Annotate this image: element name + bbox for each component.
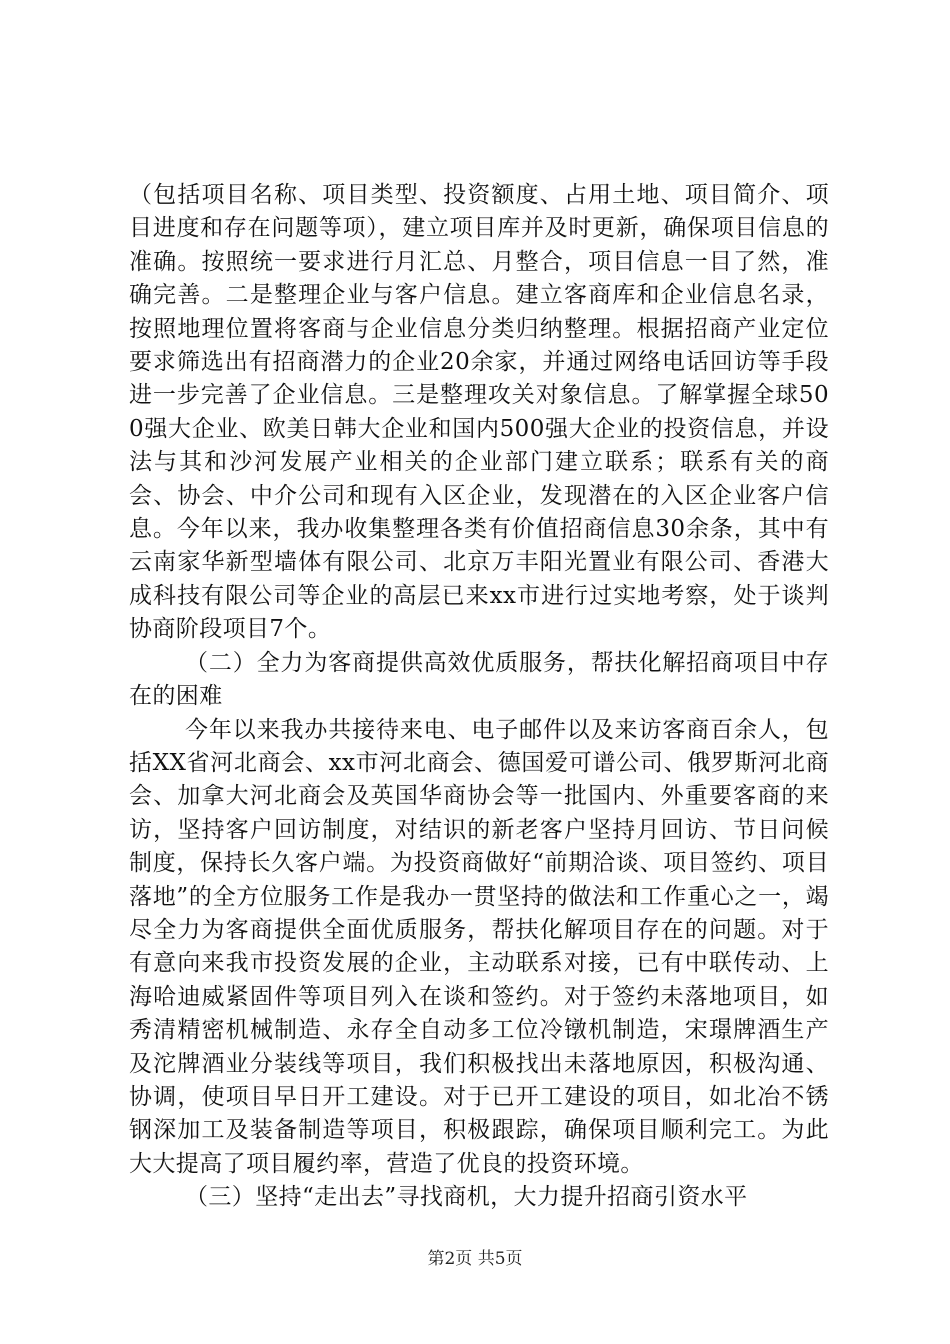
paragraph-project-info: （包括项目名称、项目类型、投资额度、占用土地、项目简介、项目进度和存在问题等项），建立项目库并及时更新，确保项目信息的准确。按照统一要求进行月汇总、月整合，项目信息一目了然，准确完善。二是整理企业与客户信息。建立客商库和企业信息名录，按照地理位置将客商与企业信息分类归纳整理。根据招商产业定位要求筛选出有招商潜力的企业20余家，并通过网络电话回访等手段进一步完善了企业信息。三是整理攻关对象信息。了解掌握全球500强大企业、欧美日韩大企业和国内500强大企业的投资信息，并设法与其和沙河发展产业相关的企业部门建立联系；联系有关的商会、协会、中介公司和现有入区企业，发现潜在的入区企业客户信息。今年以来，我办收集整理各类有价值招商信息30余条，其中有云南家华新型墙体有限公司、北京万丰阳光置业有限公司、香港大成科技有限公司等企业的高层已来xx市进行过实地考察，处于谈判协商阶段项目7个。 [129, 182, 829, 643]
document-body [129, 179, 829, 1215]
section-heading-2: （二）全力为客商提供高效优质服务，帮扶化解招商项目中存在的困难 [129, 649, 829, 710]
page-number-footer: 第2页 共5页 [427, 1249, 523, 1269]
paragraph-service: 今年以来我办共接待来电、电子邮件以及来访客商百余人，包括XX省河北商会、xx市河北商会、德国爱可谱公司、俄罗斯河北商会、加拿大河北商会及英国华商协会等一批国内、外重要客商的来访，坚持客户回访制度，对结识的新老客户坚持月回访、节日问候制度，保持长久客户端。为投资商做好“前期洽谈、项目签约、项目落地”的全方位服务工作是我办一贯坚持的做法和工作重心之一，竭尽全力为客商提供全面优质服务，帮扶化解项目存在的问题。对于有意向来我市投资发展的企业，主动联系对接，已有中联传动、上海哈迪威紧固件等项目列入在谈和签约。对于签约未落地项目，如秀清精密机械制造、永存全自动多工位冷镦机制造，宋璟牌酒生产及沱牌酒业分装线等项目，我们积极找出未落地原因，积极沟通、协调，使项目早日开工建设。对于已开工建设的项目，如北冶不锈钢深加工及装备制造等项目，积极跟踪，确保项目顺利完工。为此大大提高了项目履约率，营造了优良的投资环境。 [129, 716, 829, 1177]
section-heading-3: （三）坚持“走出去”寻找商机，大力提升招商引资水平 [185, 1184, 748, 1211]
